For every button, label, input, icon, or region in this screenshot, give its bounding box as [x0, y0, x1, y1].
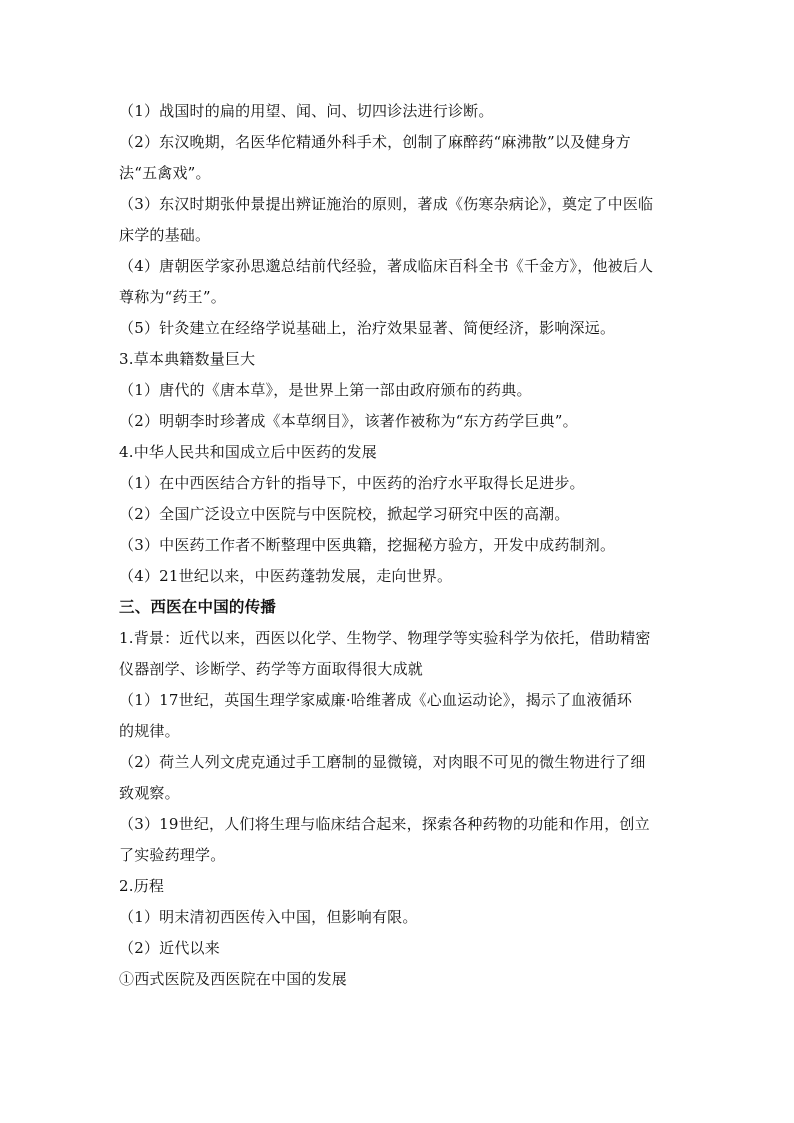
subheading: 2.历程 — [119, 877, 165, 895]
text-line: （4）唐朝医学家孙思邈总结前代经验，著成临床百科全书《千金方》，他被后人 — [119, 257, 654, 275]
text-line: （1）唐代的《唐本草》，是世界上第一部由政府颁布的药典。 — [119, 381, 532, 399]
section-heading: 三、西医在中国的传播 — [119, 598, 277, 616]
text-line: （1）在中西医结合方针的指导下，中医药的治疗水平取得长足进步。 — [119, 474, 585, 492]
text-line: （5）针灸建立在经络学说基础上，治疗效果显著、简便经济，影响深远。 — [119, 319, 616, 337]
text-line: 尊称为“药王”。 — [119, 288, 226, 306]
text-line: ①西式医院及西医院在中国的发展 — [119, 970, 348, 988]
text-line: （1）17世纪，英国生理学家威廉·哈维著成《心血运动论》，揭示了血液循环 — [119, 691, 633, 709]
text-line: 床学的基础。 — [119, 226, 211, 244]
text-line: （2）东汉晚期，名医华佗精通外科手术，创制了麻醉药“麻沸散”以及健身方 — [119, 133, 631, 151]
subheading: 4.中华人民共和国成立后中医药的发展 — [119, 443, 377, 461]
text-line: （3）东汉时期张仲景提出辨证施治的原则，著成《伤寒杂病论》，奠定了中医临 — [119, 195, 654, 213]
text-line: （1）战国时的扁的用望、闻、问、切四诊法进行诊断。 — [119, 102, 494, 120]
text-line: 法“五禽戏”。 — [119, 164, 211, 182]
text-line: （2）全国广泛设立中医院与中医院校，掀起学习研究中医的高潮。 — [119, 505, 570, 523]
document-page — [119, 96, 684, 995]
text-line: （3）中医药工作者不断整理中医典籍，挖掘秘方验方，开发中成药制剂。 — [119, 536, 616, 554]
text-line: （1）明末清初西医传入中国，但影响有限。 — [119, 908, 418, 926]
text-line: （2）近代以来 — [119, 939, 220, 957]
text-line: 的规律。 — [119, 722, 180, 740]
text-line: （2）荷兰人列文虎克通过手工磨制的显微镜，对肉眼不可见的微生物进行了细 — [119, 753, 646, 771]
text-line: （3）19世纪，人们将生理与临床结合起来，探索各种药物的功能和作用，创立 — [119, 815, 650, 833]
text-line: （2）明朝李时珍著成《本草纲目》，该著作被称为“东方药学巨典”。 — [119, 412, 578, 430]
text-line: 了实验药理学。 — [119, 846, 226, 864]
text-line: （4）21世纪以来，中医药蓬勃发展，走向世界。 — [119, 567, 453, 585]
subheading: 3.草本典籍数量巨大 — [119, 350, 256, 368]
text-line: 致观察。 — [119, 784, 180, 802]
text-line: 1.背景：近代以来，西医以化学、生物学、物理学等实验科学为依托，借助精密 — [119, 629, 651, 647]
text-line: 仪器剖学、诊断学、药学等方面取得很大成就 — [119, 660, 424, 678]
